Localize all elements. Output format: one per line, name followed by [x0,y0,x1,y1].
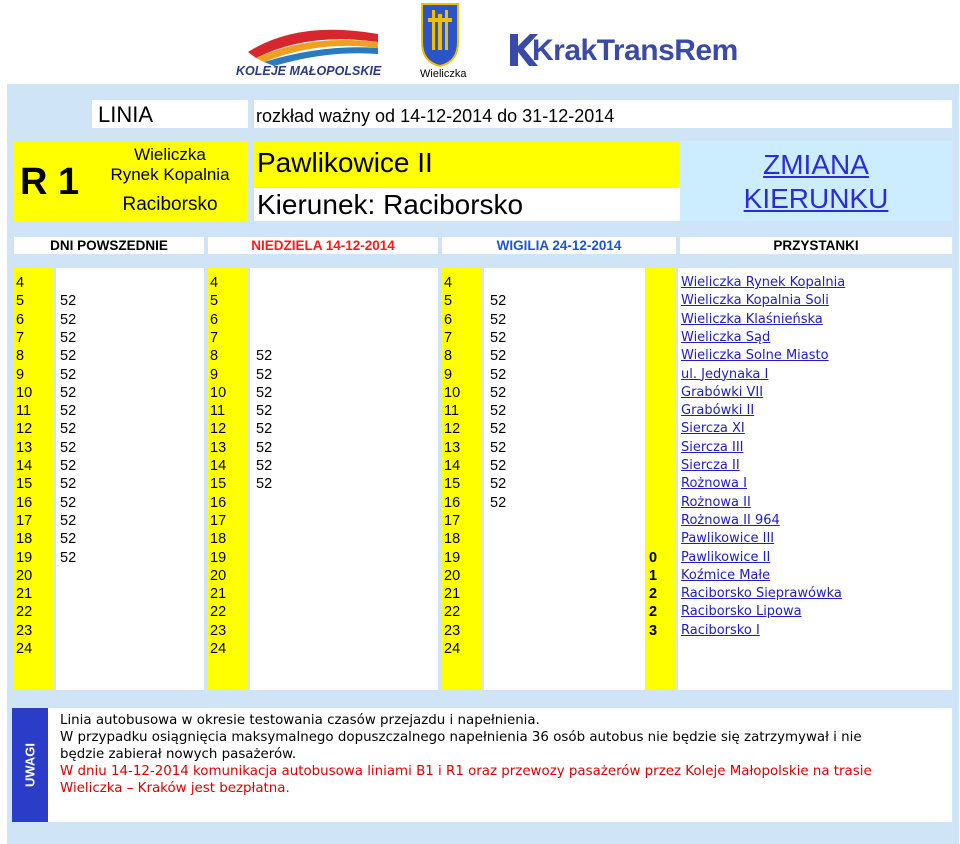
weekdays-minutes: 52 [60,311,77,328]
logo-bar [0,0,960,84]
weekdays-hour: 20 [16,567,33,584]
stop-travel-minutes: 0 [649,549,658,566]
tab-eve[interactable]: WIGILIA 24-12-2014 [442,237,676,254]
weekdays-hour: 21 [16,586,33,603]
stop-link[interactable]: Grabówki II [681,403,755,419]
weekdays-minutes: 52 [60,439,77,456]
eve-hour: 19 [444,549,461,566]
tab-weekdays[interactable]: DNI POWSZEDNIE [14,237,204,254]
stop-link[interactable]: Wieliczka Klaśnieńska [681,311,823,327]
wieliczka-text: Wieliczka [420,68,467,80]
weekdays-minutes: 52 [60,293,77,310]
stop-link[interactable]: Rożnowa II [681,494,751,510]
stop-travel-minutes: 2 [649,604,658,621]
sunday-hour: 16 [210,494,227,511]
validity-text: rozkład ważny od 14-12-2014 do 31-12-2014 [256,106,615,126]
weekday-minutes-column [56,268,204,690]
weekdays-minutes: 52 [60,458,77,474]
sunday-hour: 15 [210,476,227,493]
sunday-hour: 9 [210,366,219,383]
stop-link[interactable]: Koźmice Małe [681,567,771,583]
notes-text [60,712,948,797]
sunday-hour: 6 [210,311,219,328]
notes-label-cell [12,708,48,822]
stop-link[interactable]: Grabówki VII [681,384,764,400]
direction-cell [254,188,680,221]
sunday-hour: 4 [210,275,219,291]
sunday-hour: 13 [210,439,227,456]
eve-hour: 14 [444,458,461,474]
note-line-3: będzie zabierał nowych pasażerów. [60,747,297,762]
stop-link[interactable]: Raciborsko Sieprawówka [681,586,842,602]
tab-sunday[interactable]: NIEDZIELA 14-12-2014 [208,237,438,254]
change-direction-line-1: ZMIANA [763,149,869,180]
weekdays-hour: 19 [16,549,33,566]
change-direction-button[interactable] [680,141,952,221]
note-line-5: Wieliczka – Kraków jest bezpłatna. [60,781,290,796]
sunday-hour: 14 [210,458,227,474]
sunday-hour: 20 [210,567,227,584]
sunday-minutes: 52 [256,439,273,456]
weekdays-hour: 7 [16,329,25,346]
stop-link[interactable]: Pawlikowice III [681,531,775,547]
sunday-hour: 19 [210,549,227,566]
stop-link[interactable]: Raciborsko Lipowa [681,604,802,620]
weekdays-hour: 4 [16,275,25,291]
note-line-1: Linia autobusowa w okresie testowania czasów przejazdu i napełnienia. [60,713,540,728]
sunday-minutes-column [250,268,438,690]
validity-cell [254,100,952,128]
stop-name-cell [254,141,680,188]
eve-hour: 13 [444,439,461,456]
direction-text: Kierunek: Raciborsko [257,189,524,220]
stop-link[interactable]: Rożnowa I [681,476,747,492]
eve-minutes: 52 [490,494,507,511]
kraktransrem-text: KrakTransRem [532,34,738,67]
weekdays-hour: 23 [16,622,33,639]
weekdays-minutes: 52 [60,549,77,566]
stop-link[interactable]: Wieliczka Kopalnia Soli [681,293,829,309]
weekdays-hour: 18 [16,531,33,548]
weekdays-hour: 16 [16,494,33,511]
weekdays-hour: 6 [16,311,25,328]
weekdays-hour: 8 [16,348,25,365]
eve-minutes: 52 [490,421,507,438]
sunday-hour: 11 [210,403,226,420]
eve-minutes: 52 [490,439,507,456]
eve-hour: 9 [444,366,453,383]
weekdays-hour: 15 [16,476,33,493]
eve-hour: 21 [444,586,461,603]
wieliczka-coat-of-arms-icon [420,2,460,68]
eve-minutes: 52 [490,476,507,493]
weekdays-minutes: 52 [60,403,77,420]
weekdays-minutes: 52 [60,366,77,383]
sunday-hour: 23 [210,622,227,639]
sunday-hour: 24 [210,641,227,657]
weekdays-minutes: 52 [60,329,77,346]
eve-minutes: 52 [490,348,507,365]
eve-hour: 22 [444,604,461,621]
eve-hour: 20 [444,567,461,584]
sunday-hour: 10 [210,384,227,401]
eve-hour: 8 [444,348,453,365]
sunday-hour: 18 [210,531,227,548]
eve-hour: 11 [444,403,460,420]
weekdays-hour: 13 [16,439,33,456]
stop-link[interactable]: Siercza XI [681,421,745,437]
eve-hour: 16 [444,494,461,511]
stop-link[interactable]: Siercza III [681,439,744,455]
eve-minutes: 52 [490,311,507,328]
sunday-minutes: 52 [256,458,273,474]
weekdays-hour: 12 [16,421,33,438]
tab-stops: PRZYSTANKI [680,237,952,254]
weekdays-hour: 10 [16,384,33,401]
stop-travel-minutes: 3 [649,622,658,639]
note-line-2: W przypadku osiągnięcia maksymalnego dopuszczalnego napełnienia 36 osób autobus nie będzie się zatrzymywał i nie [60,730,862,745]
linia-label: LINIA [98,102,154,127]
sunday-minutes: 52 [256,348,273,365]
eve-minutes: 52 [490,403,507,420]
eve-hour: 15 [444,476,461,493]
weekdays-hour: 9 [16,366,25,383]
sunday-hour: 21 [210,586,227,603]
eve-minutes: 52 [490,293,507,310]
line-number-cell [14,141,92,221]
route-from-1: Wieliczka [134,145,206,164]
eve-hour: 4 [444,275,453,291]
stop-link[interactable]: Siercza II [681,458,740,473]
weekdays-minutes: 52 [60,348,77,365]
stop-link[interactable]: Wieliczka Solne Miasto [681,348,829,364]
eve-minutes: 52 [490,384,507,401]
eve-hour: 7 [444,329,453,346]
weekdays-minutes: 52 [60,494,77,511]
change-direction-line-2: KIERUNKU [743,183,889,214]
stop-link[interactable]: ul. Jedynaka I [681,366,769,382]
stop-link[interactable]: Pawlikowice II [681,549,771,565]
stop-name: Pawlikowice II [257,147,433,178]
eve-hour: 23 [444,622,461,639]
sunday-minutes: 52 [256,366,273,383]
sunday-hour: 17 [210,512,227,529]
route-cell [92,141,248,188]
eve-hour: 18 [444,531,461,548]
note-line-4: W dniu 14-12-2014 komunikacja autobusowa liniami B1 i R1 oraz przewozy pasażerów przez Koleje Małopolskie na trasie [60,764,872,779]
weekdays-hour: 11 [16,403,32,420]
stop-travel-minutes: 1 [649,567,658,584]
weekdays-minutes: 52 [60,421,77,438]
sunday-hour: 7 [210,329,219,346]
stop-link[interactable]: Wieliczka Rynek Kopalnia [681,275,846,290]
weekdays-hour: 24 [16,641,33,657]
eve-hour: 10 [444,384,461,401]
sunday-minutes: 52 [256,421,273,438]
stop-link[interactable]: Rożnowa II 964 [681,512,780,528]
eve-hour: 17 [444,512,461,529]
line-number: R 1 [20,161,80,203]
route-from-2: Rynek Kopalnia [110,165,230,184]
linia-label-cell [92,100,248,128]
sunday-minutes: 52 [256,403,273,420]
eve-minutes: 52 [490,366,507,383]
weekdays-hour: 22 [16,604,33,621]
weekdays-minutes: 52 [60,512,77,529]
stop-link[interactable]: Raciborsko I [681,622,760,638]
route-to: Raciborsko [122,194,218,215]
sunday-hour: 8 [210,348,219,365]
sunday-hour: 22 [210,604,227,621]
weekdays-hour: 5 [16,293,25,310]
stop-travel-minutes: 2 [649,586,658,603]
weekdays-minutes: 52 [60,531,77,548]
weekdays-hour: 17 [16,512,33,529]
stop-link[interactable]: Wieliczka Sąd [681,329,771,345]
weekdays-minutes: 52 [60,476,77,493]
weekdays-hour: 14 [16,458,33,474]
sunday-hour: 12 [210,421,227,438]
eve-hour: 6 [444,311,453,328]
koleje-malopolskie-text: KOLEJE MAŁOPOLSKIE [236,64,382,78]
sunday-hour: 5 [210,293,219,310]
eve-minutes: 52 [490,458,507,474]
weekdays-minutes: 52 [60,384,77,401]
eve-minutes: 52 [490,329,507,346]
eve-hour: 12 [444,421,461,438]
sunday-minutes: 52 [256,384,273,401]
sunday-minutes: 52 [256,476,273,493]
notes-label: UWAGI [22,742,38,788]
route-to-cell [92,188,248,221]
eve-hour: 24 [444,641,461,657]
eve-hour: 5 [444,293,453,310]
